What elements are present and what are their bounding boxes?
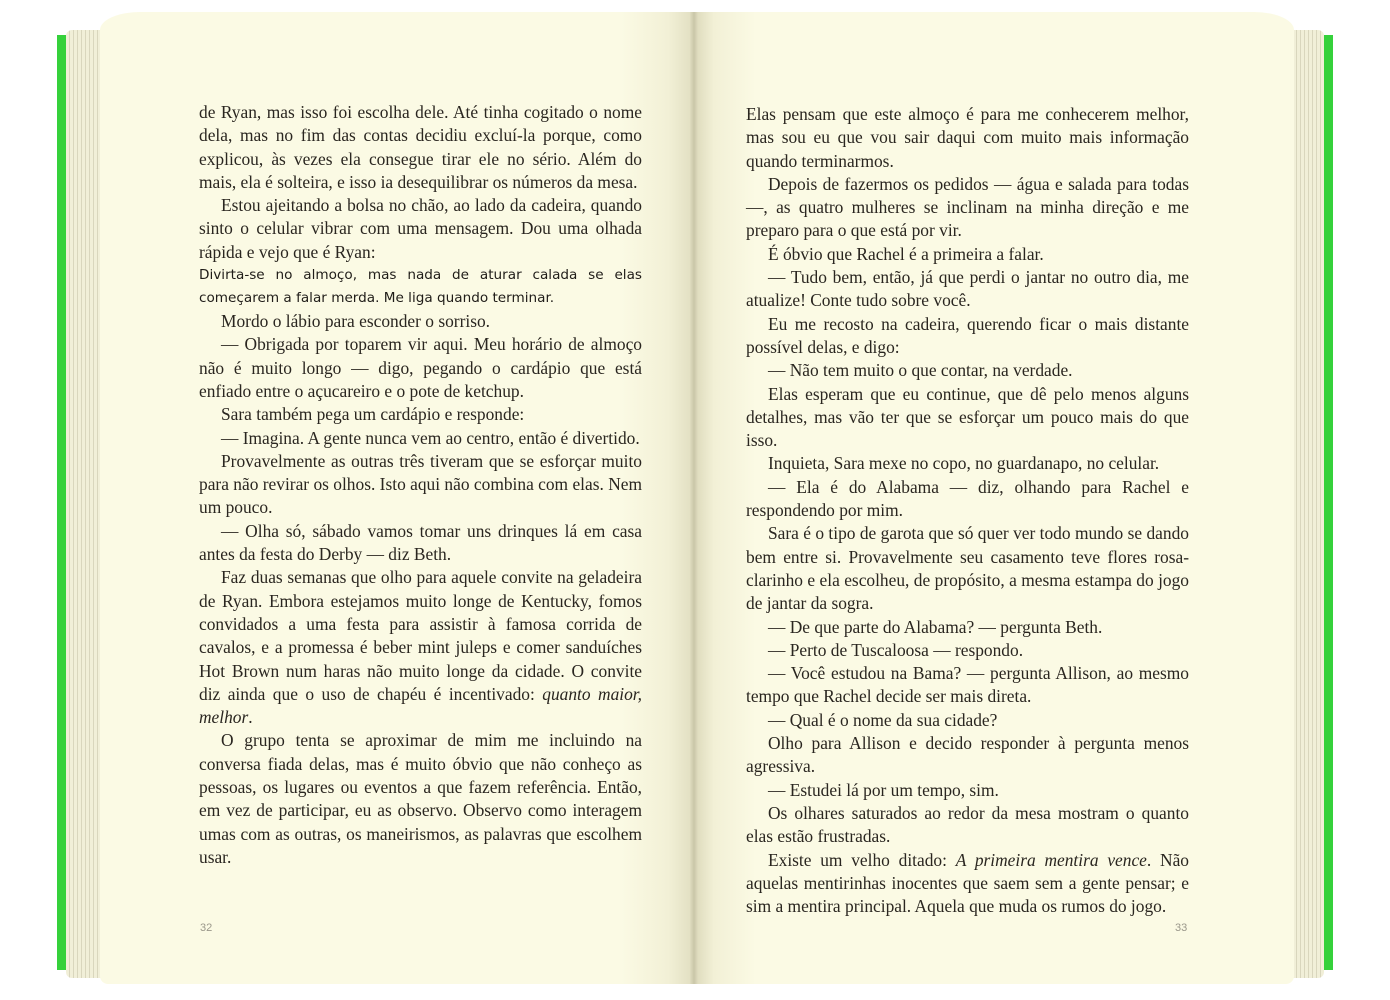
paragraph: Elas pensam que este almoço é para me conhecerem melhor, mas sou eu que vou sair daqui com muito mais informação quando terminarmos.	[746, 104, 1189, 171]
italic-text: A primeira mentira vence	[955, 849, 1147, 870]
paragraph: É óbvio que Rachel é a primeira a falar.	[768, 243, 1044, 264]
paragraph-text: .	[248, 707, 253, 728]
page-number-left: 32	[200, 922, 213, 934]
paragraph	[746, 849, 1189, 919]
paragraph: — Ela é do Alabama — diz, olhando para Rachel e respondendo por mim.	[746, 476, 1189, 521]
paragraph: — Qual é o nome da sua cidade?	[768, 709, 998, 730]
left-page-text	[199, 101, 642, 869]
italic-text: quanto maior, melhor	[199, 683, 642, 728]
book-gutter	[690, 12, 698, 984]
page-number-right: 33	[1175, 922, 1188, 934]
paragraph: — Obrigada por toparem vir aqui. Meu horário de almoço não é muito longo — digo, pegando o cardápio que está enfiado entre o açucareiro e o pote de ketchup.	[199, 334, 642, 401]
right-page-text	[746, 103, 1189, 918]
paragraph: Estou ajeitando a bolsa no chão, ao lado da cadeira, quando sinto o celular vibrar com uma mensagem. Dou uma olhada rápida e vejo que é Ryan:	[199, 195, 642, 262]
paragraph	[199, 566, 642, 729]
paragraph: Eu me recosto na cadeira, querendo ficar o mais distante possível delas, e digo:	[746, 313, 1189, 357]
paragraph-text: Existe um velho ditado:	[768, 849, 956, 870]
text-message: Divirta-se no almoço, mas nada de aturar calada se elas começarem a falar merda. Me liga quando terminar.	[199, 267, 642, 307]
paragraph: Inquieta, Sara mexe no copo, no guardanapo, no celular.	[768, 453, 1160, 474]
paragraph: Olho para Allison e decido responder à pergunta menos agressiva.	[746, 733, 1189, 777]
paragraph: — Imagina. A gente nunca vem ao centro, então é divertido.	[221, 427, 640, 448]
paragraph: Mordo o lábio para esconder o sorriso.	[221, 311, 491, 332]
paragraph: — Você estudou na Bama? — pergunta Allison, ao mesmo tempo que Rachel decide ser mais direta.	[746, 663, 1189, 707]
paragraph-text: Faz duas semanas que olho para aquele convite na geladeira de Ryan. Embora estejamos muito longe de Kentucky, fomos convidados a uma festa para assistir à famosa corrida de cavalos, e a promessa é beber mint juleps e comer sanduíches Hot Brown num haras não muito longe da cidade. O convite diz ainda que o uso de chapéu é incentivado:	[199, 567, 642, 704]
left-green-edge	[57, 35, 66, 970]
right-green-edge	[1324, 35, 1333, 970]
paragraph: Sara é o tipo de garota que só quer ver todo mundo se dando bem entre si. Provavelmente seu casamento teve flores rosa-clarinho e ela escolheu, de propósito, a mesma estampa do jogo de jantar da sogra.	[746, 523, 1189, 614]
paragraph: — De que parte do Alabama? — pergunta Beth.	[768, 616, 1103, 637]
paragraph: — Tudo bem, então, já que perdi o jantar no outro dia, me atualize! Conte tudo sobre você.	[746, 267, 1189, 311]
paragraph: Os olhares saturados ao redor da mesa mostram o quanto elas estão frustradas.	[746, 802, 1189, 847]
paragraph: Depois de fazermos os pedidos — água e salada para todas —, as quatro mulheres se inclinam na minha direção e me preparo para o que está por vir.	[746, 173, 1189, 241]
paragraph: — Perto de Tuscaloosa — respondo.	[768, 639, 1024, 660]
paragraph: — Olha só, sábado vamos tomar uns drinques lá em casa antes da festa do Derby — diz Beth.	[199, 520, 642, 565]
paragraph: O grupo tenta se aproximar de mim me incluindo na conversa fiada delas, mas é muito óbvio que não conheço as pessoas, os lugares ou eventos a que fazem referência. Então, em vez de participar, eu as observo. Observo como interagem umas com as outras, os maneirismos, as palavras que escolhem usar.	[199, 730, 642, 867]
paragraph: Elas esperam que eu continue, que dê pelo menos alguns detalhes, mas vão ter que se esforçar um pouco mais do que isso.	[746, 383, 1189, 451]
paragraph: — Estudei lá por um tempo, sim.	[768, 779, 999, 800]
paragraph-text: . Não aquelas mentirinhas inocentes que saem sem a gente pensar; e sim a mentira principal. Aquela que muda os rumos do jogo.	[746, 849, 1190, 917]
paragraph: Provavelmente as outras três tiveram que se esforçar muito para não revirar os olhos. Isto aqui não combina com elas. Nem um pouco.	[199, 450, 642, 518]
paragraph: Sara também pega um cardápio e responde:	[221, 404, 525, 425]
paragraph: de Ryan, mas isso foi escolha dele. Até tinha cogitado o nome dela, mas no fim das contas decidiu excluí-la porque, como explicou, às vezes ela consegue tirar ele no sério. Além do mais, ela é solteira, e isso ia desequilibrar os números da mesa.	[199, 102, 642, 192]
paragraph: — Não tem muito o que contar, na verdade.	[768, 360, 1073, 381]
